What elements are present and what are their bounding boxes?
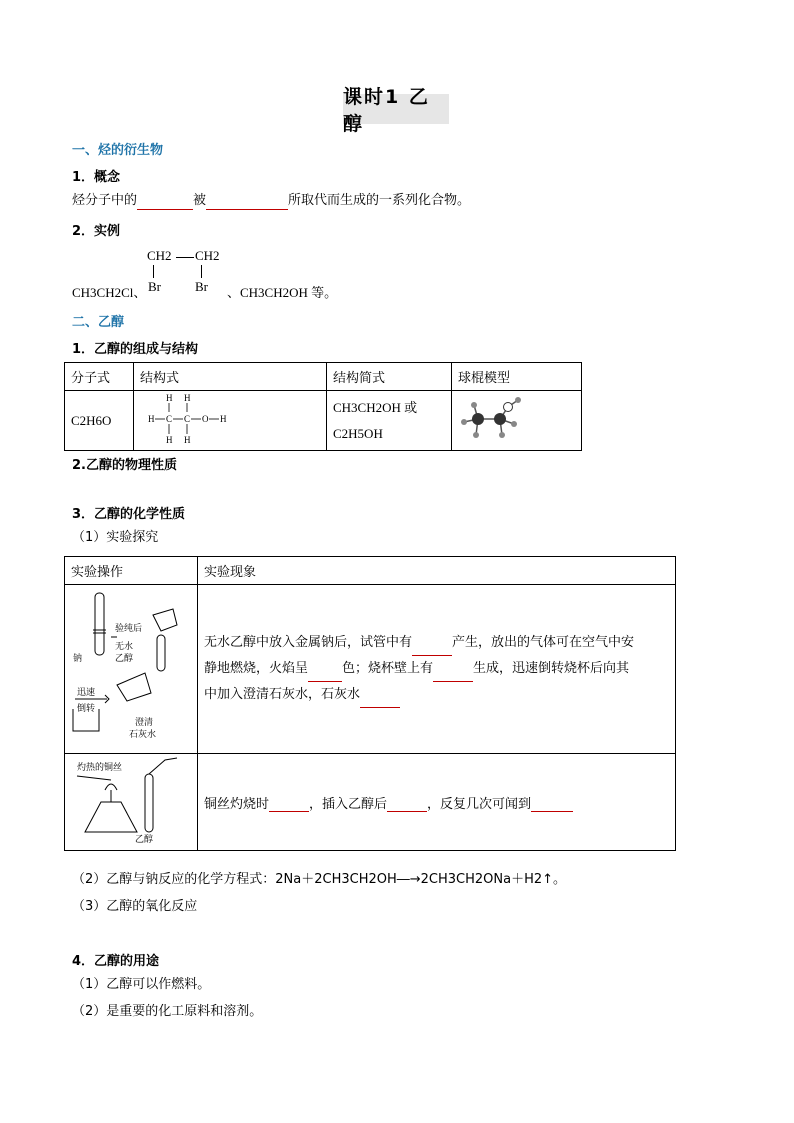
composition-heading: 1．乙醇的组成与结构	[72, 342, 199, 357]
experiment-heading: （1）实验探究	[72, 530, 159, 545]
atom-o: O	[202, 413, 209, 424]
example-ethanol: 、CH3CH2OH 等。	[227, 285, 338, 300]
struct-ch2-right: CH2	[195, 248, 220, 263]
phenomenon-text: 色；烧杯壁上有	[342, 661, 434, 676]
phenomenon-text: 静地燃烧，火焰呈	[204, 661, 309, 676]
concept-sentence	[72, 192, 470, 210]
use-item-2: （2）是重要的化工原料和溶剂。	[72, 1004, 263, 1019]
phenomenon-text: ，插入乙醇后	[309, 796, 388, 812]
table-header: 结构式	[134, 363, 327, 391]
bond-line	[153, 265, 154, 278]
blank-line[interactable]	[360, 694, 400, 708]
oxidation-heading: （3）乙醇的氧化反应	[72, 899, 198, 914]
phenomenon-text: 产生，放出的气体可在空气中安	[452, 635, 635, 650]
blank-line[interactable]	[206, 196, 288, 210]
blank-line[interactable]	[137, 196, 193, 210]
ball-stick-model-image	[458, 394, 528, 444]
label-sodium: 钠	[73, 654, 83, 664]
blank-line[interactable]	[269, 798, 309, 812]
atom-c: C	[184, 413, 191, 424]
label-ethanol: 乙醇	[115, 654, 134, 664]
experiment-table	[64, 556, 676, 851]
atom-h: H	[184, 392, 191, 403]
table-header: 结构简式	[327, 363, 452, 391]
example-heading: 2．实例	[72, 224, 121, 239]
blank-line[interactable]	[412, 642, 452, 656]
ball-stick-cell	[452, 391, 582, 451]
bond-line	[176, 257, 194, 258]
structural-formula-diagram	[140, 392, 230, 446]
molecular-formula: C2H6O	[65, 391, 134, 451]
concept-text-1: 烃分子中的	[72, 193, 138, 208]
example-chloroethane: CH3CH2Cl、	[72, 285, 147, 300]
blank-line[interactable]	[531, 798, 573, 812]
phenomenon-text: 铜丝灼烧时	[204, 796, 270, 812]
bond-line	[201, 265, 202, 278]
simple-formula-2: C2H5OH	[333, 425, 383, 441]
phenomenon-text: 中加入澄清石灰水，石灰水	[204, 687, 361, 702]
simple-formula-1: CH3CH2OH 或	[333, 399, 418, 415]
label-pure: 验纯后	[115, 624, 143, 634]
blank-line[interactable]	[433, 668, 473, 682]
atom-h: H	[184, 434, 191, 445]
struct-br-right: Br	[195, 279, 208, 294]
simple-formula-cell	[327, 391, 452, 451]
section-heading-derivatives: 一、烃的衍生物	[72, 143, 164, 158]
atom-h: H	[166, 392, 173, 403]
label-copper: 灼热的铜丝	[77, 763, 123, 773]
label-ethanol: 乙醇	[135, 835, 154, 845]
sodium-experiment-figure-cell	[65, 585, 198, 754]
phenomenon-text: 生成，迅速倒转烧杯后向其	[473, 661, 630, 676]
phenomenon-text: ，反复几次可闻到	[427, 796, 532, 812]
phenomenon-text: 无水乙醇中放入金属钠后，试管中有	[204, 635, 413, 650]
blank-line[interactable]	[387, 798, 427, 812]
label-flip-2: 倒转	[77, 704, 96, 714]
atom-c: C	[166, 413, 173, 424]
concept-heading: 1．概念	[72, 170, 121, 185]
chemical-properties-heading: 3．乙醇的化学性质	[72, 507, 186, 522]
table-header: 实验现象	[198, 557, 676, 585]
label-anhydrous: 无水	[115, 642, 134, 652]
structural-formula-cell	[134, 391, 327, 451]
copper-experiment-figure-cell	[65, 754, 198, 851]
struct-br-left: Br	[148, 279, 161, 294]
page-title: 课时1 乙醇	[343, 94, 449, 124]
concept-text-2: 被	[193, 193, 207, 208]
table-header: 分子式	[65, 363, 134, 391]
structure-table	[64, 362, 582, 451]
sodium-experiment-diagram	[65, 585, 197, 749]
atom-h: H	[166, 434, 173, 445]
atom-h: H	[220, 413, 227, 424]
concept-text-3: 所取代而生成的一系列化合物。	[288, 193, 471, 208]
label-limewater: 澄清	[135, 718, 154, 728]
uses-heading: 4．乙醇的用途	[72, 954, 160, 969]
copper-experiment-diagram	[65, 754, 197, 846]
reaction-equation: （2）乙醇与钠反应的化学方程式：2Na＋2CH3CH2OH―→2CH3CH2ONa＋H2↑。	[72, 872, 567, 887]
struct-ch2-left: CH2	[147, 248, 172, 263]
label-flip: 迅速	[77, 688, 96, 698]
table-header: 实验操作	[65, 557, 198, 585]
atom-h: H	[148, 413, 155, 424]
physical-properties-heading: 2.乙醇的物理性质	[72, 458, 177, 473]
copper-experiment-phenomena	[198, 754, 676, 851]
label-limewater-2: 石灰水	[129, 730, 157, 740]
section-heading-ethanol: 二、乙醇	[72, 315, 125, 330]
table-header: 球棍模型	[452, 363, 582, 391]
use-item-1: （1）乙醇可以作燃料。	[72, 977, 211, 992]
blank-line[interactable]	[308, 668, 342, 682]
sodium-experiment-phenomena	[198, 585, 676, 754]
